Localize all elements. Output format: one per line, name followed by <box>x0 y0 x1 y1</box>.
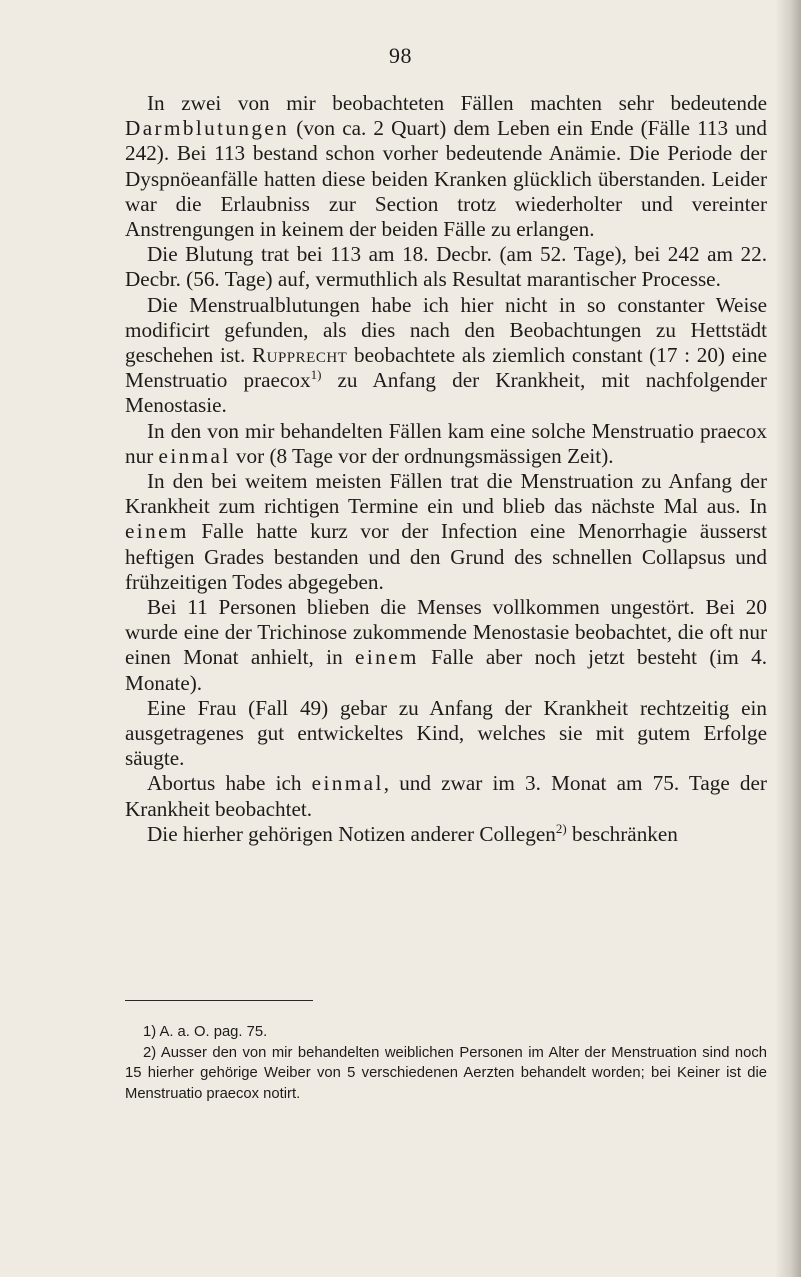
footnote-1: 1) A. a. O. pag. 75. <box>143 1024 268 1040</box>
text-run: Falle hatte kurz vor der Infection eine Menorrhagie äusserst heftigen Grades bestanden und den Grund des schnellen Collapsus und frühzeitigen Todes abgegeben. <box>125 519 767 594</box>
text-run: (von ca. 2 Quart) dem Leben ein Ende (Fälle 113 und 242). Bei 113 bestand schon vorher bedeutende Anämie. Die Periode der Dyspnöeanfälle hatten diese beiden Kranken glücklich überstanden. Leider war die Erlaubniss zur Section trotz wiederholter und vereinter Anstrengungen in keinem der beiden Fälle zu erlangen. <box>125 116 767 242</box>
paragraph-frau: Eine Frau (Fall 49) gebar zu Anfang der Krankheit rechtzeitig ein ausgetragenes gut entwickeltes Kind, welches sie mit gutem Erfolge säugte. <box>125 695 767 771</box>
paragraph-menstruatio-praecox <box>125 419 767 469</box>
text-run: Die hierher gehörigen Notizen anderer Collegen <box>147 821 556 846</box>
paragraph-menstrualblutungen <box>125 293 767 419</box>
text-run: vor (8 Tage vor der ordnungsmässigen Zeit). <box>230 443 614 468</box>
paragraph-abortus <box>125 771 767 821</box>
emphasis-einmal: einmal <box>311 771 384 796</box>
footnote-ref-1: 1) <box>310 367 322 383</box>
paragraph-menstruation <box>125 469 767 595</box>
footnotes <box>125 1022 767 1104</box>
text-run: In den von mir behandelten Fällen kam eine solche Menstruatio praecox nur <box>125 418 767 468</box>
author-name-rupprecht: Rupprecht <box>252 343 348 368</box>
text-run: beschränken <box>566 821 678 846</box>
emphasis-einmal: einmal <box>158 443 231 468</box>
paragraph-menses <box>125 595 767 696</box>
text-run: Abortus habe ich <box>147 771 312 796</box>
page-number: 98 <box>389 43 412 68</box>
emphasis-einem: einem <box>355 645 419 670</box>
text-run: zu Anfang der Krankheit, mit nachfolgender Menostasie. <box>125 368 767 418</box>
footnote-ref-2: 2) <box>555 820 567 836</box>
text-run: , und zwar im 3. Monat am 75. Tage der Krankheit beobachtet. <box>125 771 767 821</box>
text-run: Die Menstrualblutungen habe ich hier nicht in so constanter Weise modificirt gefunden, als dies nach den Beobachtungen zu Hettstädt geschehen ist. <box>125 292 767 368</box>
text-run: In zwei von mir beobachteten Fällen machten sehr bedeutende <box>147 91 767 115</box>
emphasis-einem: einem <box>125 519 189 544</box>
main-text <box>125 91 767 847</box>
text-run: Falle aber noch jetzt besteht (im 4. Monate). <box>125 645 767 695</box>
paragraph-darmblutungen <box>125 91 767 242</box>
paragraph-notizen <box>125 822 767 847</box>
text-run: Bei 11 Personen blieben die Menses vollkommen ungestört. Bei 20 wurde eine der Trichinose zukommende Menostasie beobachtet, die oft nur einen Monat anhielt, in <box>125 595 767 670</box>
footnote-divider <box>125 1000 313 1001</box>
text-run: beobachtete als ziemlich constant (17 : 20) eine Menstruatio praecox <box>125 343 767 393</box>
paragraph-blutung: Die Blutung trat bei 113 am 18. Decbr. (am 52. Tage), bei 242 am 22. Decbr. (56. Tage) auf, vermuthlich als Resultat marantischer Processe. <box>125 242 767 292</box>
page-edge-shadow <box>775 0 801 1277</box>
emphasis-darmblutungen: Darmblutungen <box>125 116 290 141</box>
footnote-2: 2) Ausser den von mir behandelten weiblichen Personen im Alter der Menstruation sind noch 15 hierher gehörige Weiber von 5 verschiedenen Aerzten behandelt worden; bei Keiner ist die Menstruatio praecox notirt. <box>125 1044 767 1102</box>
text-run: In den bei weitem meisten Fällen trat die Menstruation zu Anfang der Krankheit zum richtigen Termine ein und blieb das nächste Mal aus. In <box>125 469 767 519</box>
